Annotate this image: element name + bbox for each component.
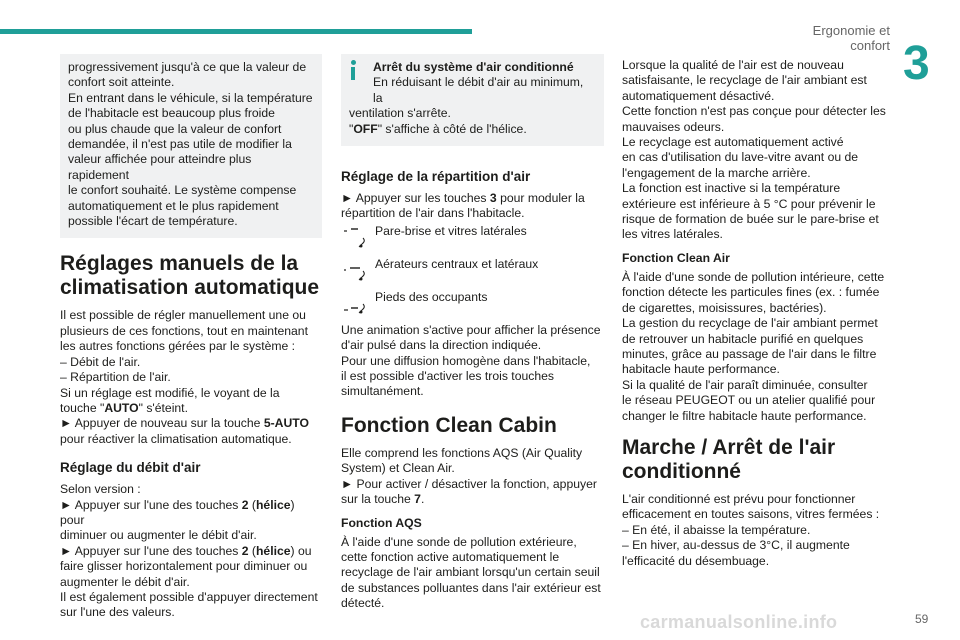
heading-line: Marche / Arrêt de l'air [622, 435, 836, 459]
text-line: System) et Clean Air. [341, 461, 455, 476]
ac-on-off-paragraph [622, 492, 890, 569]
text-fragment: " s'éteint. [138, 400, 188, 415]
text-line: possible l'écart de température. [68, 214, 238, 229]
text-line: ventilation s'arrête. [349, 106, 451, 121]
text-line: de cigarettes, moisissures, bactéries). [622, 300, 827, 315]
text-line: – Débit de l'air. [60, 354, 141, 369]
heading-line: conditionné [622, 459, 741, 483]
chapter-number: 3 [903, 37, 930, 90]
text-fragment: " [349, 121, 354, 136]
text-line: diminuer ou augmenter le débit d'air. [60, 528, 257, 543]
text-line: le confort souhaité. Le système compense [68, 183, 297, 198]
text-line [60, 544, 322, 559]
section-heading-clean-cabin: Fonction Clean Cabin [341, 413, 557, 437]
text-line: – En hiver, au-dessus de 3°C, il augmente [622, 538, 850, 553]
text-line: Si un réglage est modifié, le voyant de la [60, 385, 280, 400]
text-line: La gestion du recyclage de l'air ambiant permet [622, 316, 878, 331]
text-line: répartition de l'air dans l'habitacle. [341, 206, 525, 221]
text-line: Pour une diffusion homogène dans l'habitacle, [341, 353, 591, 368]
windscreen-airflow-icon [341, 224, 369, 252]
text-fragment: sur la touche [341, 492, 415, 507]
text-line: – Répartition de l'air. [60, 370, 171, 385]
watermark: carmanualsonline.info [640, 612, 838, 632]
text-line: changer le filtre habitacle haute performance. [622, 408, 867, 423]
text-line: minutes, grâce au passage de l'air dans le filtre [622, 346, 877, 361]
distribution-list [341, 224, 604, 323]
text-line [60, 416, 322, 431]
text-line: Lorsque la qualité de l'air est de nouveau [622, 58, 844, 72]
text-line: progressivement jusqu'à ce que la valeur de [68, 60, 307, 74]
text-line: – En été, il abaisse la température. [622, 522, 811, 537]
text-line: cette fonction active automatiquement le [341, 549, 560, 564]
fan-label: hélice [255, 497, 291, 512]
text-line: plusieurs de ces fonctions, tout en maintenant [60, 323, 308, 338]
off-label: OFF [353, 121, 378, 136]
text-line: automatiquement et le plus rapidement [68, 198, 279, 213]
key-number: 7 [414, 492, 421, 507]
heading-line: Réglages manuels de la [60, 252, 299, 276]
key-5-auto-label: 5-AUTO [263, 416, 309, 431]
subheading-clean-air: Fonction Clean Air [622, 250, 730, 265]
text-fragment: " s'affiche à côté de l'hélice. [377, 121, 527, 136]
text-line: Il est également possible d'appuyer directement [60, 589, 318, 604]
chapter-title: Ergonomie et confort [812, 23, 890, 53]
text-line: efficacement en toutes saisons, vitres fermées : [622, 507, 880, 522]
text-fragment: ► Appuyer sur l'une des touches [60, 543, 242, 558]
text-line: satisfaisante, le recyclage de l'air ambiant est [622, 73, 867, 88]
text-fragment: ( [248, 497, 256, 512]
text-line: confort soit atteinte. [68, 75, 175, 90]
text-line: ou plus chaude que la valeur de confort [68, 121, 282, 136]
text-line: À l'aide d'une sonde de pollution intérieure, cette [622, 269, 885, 284]
text-line: faire glisser horizontalement pour diminuer ou [60, 559, 308, 574]
aqs-continued-paragraph [622, 58, 890, 243]
auto-key-label: AUTO [104, 400, 139, 415]
text-line: Elle comprend les fonctions AQS (Air Quality [341, 445, 583, 460]
text-line: Il est possible de régler manuellement une ou [60, 308, 306, 323]
distribution-item [341, 290, 604, 323]
text-fragment: . [420, 492, 425, 507]
column-left [60, 54, 322, 629]
text-line: sur l'une des valeurs. [60, 605, 175, 620]
text-line: en cas d'utilisation du lave-vitre avant ou de [622, 150, 859, 165]
clean-air-paragraph [622, 270, 890, 424]
text-line: les vitres latérales. [622, 227, 723, 242]
text-line [60, 498, 322, 529]
text-line: il est possible d'activer les trois touches [341, 369, 554, 384]
text-line: Une animation s'active pour afficher la présence [341, 322, 601, 337]
text-fragment: touche " [60, 400, 105, 415]
text-line: demandée, il n'est pas utile de modifier la [68, 137, 292, 152]
animation-paragraph [341, 323, 604, 400]
text-line: risque de formation de buée sur le pare-brise et [622, 212, 879, 227]
fan-label: hélice [255, 543, 291, 558]
info-icon [347, 60, 359, 80]
distribution-item [341, 257, 604, 290]
text-fragment: ► Appuyer sur l'une des touches [60, 497, 242, 512]
key-number: 3 [489, 191, 497, 206]
header-accent-bar [0, 29, 472, 34]
text-line: simultanément. [341, 384, 424, 399]
text-line: mauvaises odeurs. [622, 119, 725, 134]
text-line: automatiquement désactivé. [622, 88, 775, 103]
key-number: 2 [241, 543, 249, 558]
subheading-aqs: Fonction AQS [341, 515, 422, 530]
text-line: En entrant dans le véhicule, si la température [68, 90, 313, 105]
text-line: de l'habitacle est beaucoup plus froide [68, 106, 275, 121]
text-line: fonction détecte les particules fines (ex. : fumée [622, 285, 880, 300]
text-line: l'engagement de la marche arrière. [622, 165, 811, 180]
footwell-airflow-icon [341, 290, 369, 318]
text-fragment: ) ou [290, 543, 312, 558]
clean-cabin-paragraph [341, 446, 604, 508]
text-line: recyclage de l'air ambiant lorsqu'un certain seuil [341, 565, 600, 580]
manual-settings-paragraph [60, 308, 322, 447]
text-line: Le recyclage est automatiquement activé [622, 135, 844, 150]
aqs-paragraph [341, 535, 604, 612]
distribution-item [341, 224, 604, 257]
distribution-label: Aérateurs centraux et latéraux [375, 256, 539, 271]
page-number: 59 [915, 612, 929, 626]
text-fragment: ( [248, 543, 256, 558]
info-title: Arrêt du système d'air conditionné [373, 60, 574, 74]
airflow-paragraph [60, 482, 322, 621]
text-line: extérieure est inférieure à 5 °C pour prévenir le [622, 196, 876, 211]
info-box-ac-stop [341, 54, 604, 146]
central-vents-airflow-icon [341, 257, 369, 285]
text-line: Si la qualité de l'air paraît diminuée, consulter [622, 377, 868, 392]
text-line: La fonction est inactive si la température [622, 181, 841, 196]
text-line: Cette fonction n'est pas conçue pour détecter les [622, 104, 886, 119]
section-heading-ac-on-off [622, 436, 890, 484]
subheading-airflow: Réglage du débit d'air [60, 460, 201, 476]
continued-note-box [60, 54, 322, 238]
text-line: L'air conditionné est prévu pour fonctionner [622, 491, 856, 506]
text-fragment: ) pour [60, 497, 295, 527]
text-fragment: pour moduler la [496, 191, 585, 206]
text-line: le réseau PEUGEOT ou un atelier qualifié pour [622, 393, 876, 408]
distribution-paragraph [341, 191, 604, 222]
text-line: de substances polluantes dans l'air extérieur est [341, 580, 601, 595]
text-line: Selon version : [60, 482, 141, 497]
text-line: l'efficacité du désembuage. [622, 553, 770, 568]
text-line: En réduisant le débit d'air au minimum, la [373, 75, 584, 105]
distribution-label: Pieds des occupants [375, 289, 488, 304]
text-line: ► Pour activer / désactiver la fonction, appuyer [341, 476, 597, 491]
column-right [622, 58, 890, 577]
text-line: habitacle haute performance. [622, 362, 780, 377]
subheading-distribution: Réglage de la répartition d'air [341, 169, 531, 185]
text-line: augmenter le débit d'air. [60, 574, 190, 589]
text-line: les autres fonctions gérées par le système : [60, 339, 296, 354]
text-line: de retrouver un habitacle purifié en quelques [622, 331, 864, 346]
text-line: À l'aide d'une sonde de pollution extérieure, [341, 534, 577, 549]
text-line [341, 191, 604, 206]
text-fragment: ► Appuyer sur les touches [341, 191, 490, 206]
text-line: d'air pulsé dans la direction indiquée. [341, 338, 542, 353]
text-fragment: ► Appuyer de nouveau sur la touche [60, 416, 264, 431]
column-middle [341, 54, 604, 620]
text-line: détecté. [341, 596, 385, 611]
text-line: pour réactiver la climatisation automatique. [60, 431, 292, 446]
text-line: valeur affichée pour atteindre plus rapidement [68, 152, 252, 182]
key-number: 2 [241, 497, 249, 512]
text-line [60, 401, 322, 416]
section-heading-manual-settings [60, 252, 322, 300]
text-line [349, 122, 596, 137]
text-line [341, 492, 604, 507]
heading-line: climatisation automatique [60, 276, 320, 300]
distribution-label: Pare-brise et vitres latérales [375, 223, 527, 238]
